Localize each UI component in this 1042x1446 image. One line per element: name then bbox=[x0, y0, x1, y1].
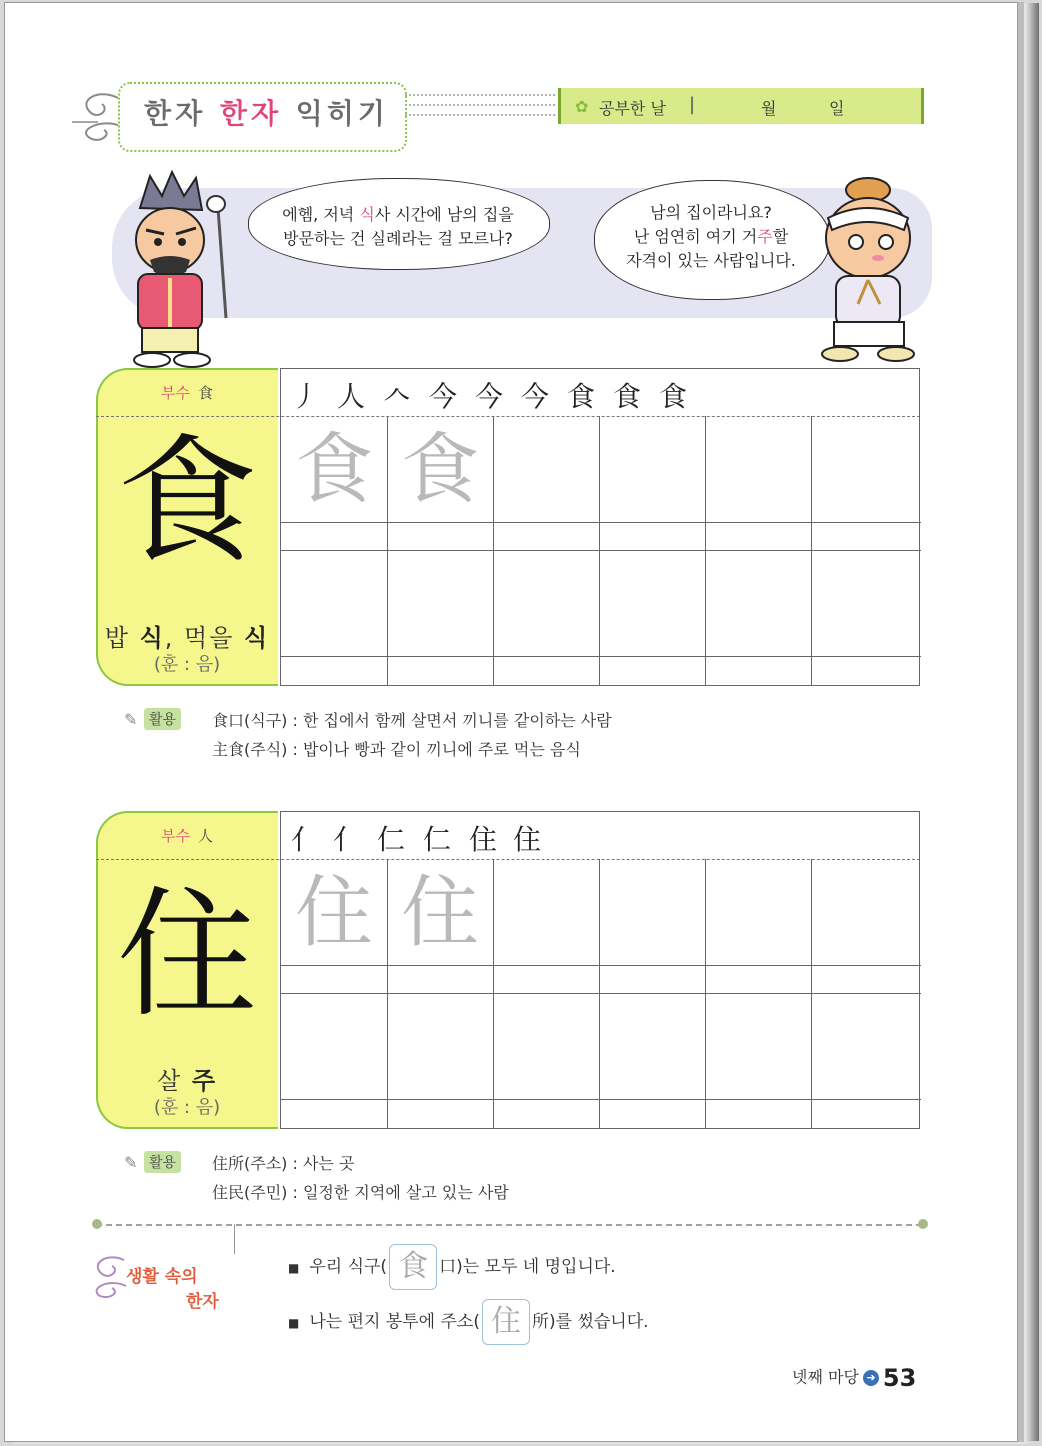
dotted-rule bbox=[405, 94, 555, 96]
radical-label: 부수 人 bbox=[161, 827, 213, 845]
stroke-step: 食 bbox=[613, 380, 642, 413]
usage-example: 食口(식구) : 한 집에서 함께 살면서 끼니를 같이하는 사람 bbox=[212, 711, 612, 730]
char-practice-block bbox=[96, 368, 920, 686]
radical-label: 부수 食 bbox=[161, 384, 213, 402]
dotted-rule bbox=[405, 104, 555, 106]
speech-text-right: 남의 집이라니요? 난 엄연히 여기 거주할 자격이 있는 사람입니다. bbox=[626, 203, 796, 270]
char-meaning: 밥 식, 먹을 식 bbox=[104, 624, 270, 652]
stroke-step: 仁 bbox=[423, 823, 452, 856]
stroke-step: 今 bbox=[521, 380, 550, 413]
example-sentence: ■ 나는 편지 봉투에 주소( 住 所)를 썼습니다. bbox=[288, 1299, 649, 1345]
usage-section bbox=[124, 1151, 724, 1211]
usage-section bbox=[124, 708, 724, 768]
section-separator bbox=[96, 1224, 922, 1226]
writing-grid[interactable] bbox=[280, 859, 920, 1129]
main-character: 食 bbox=[116, 421, 257, 584]
young-man-character-icon bbox=[800, 172, 940, 368]
char-practice-block bbox=[96, 811, 920, 1129]
pencil-icon: ✎ bbox=[124, 710, 138, 729]
vertical-rule bbox=[234, 1224, 235, 1254]
usage-example: 主食(주식) : 밥이나 빵과 같이 끼니에 주로 먹는 음식 bbox=[212, 740, 581, 759]
usage-example: 住所(주소) : 사는 곳 bbox=[212, 1154, 355, 1173]
pencil-icon: ✎ bbox=[124, 1153, 138, 1172]
stroke-order-bar bbox=[280, 811, 920, 859]
nobleman-character-icon bbox=[110, 168, 240, 372]
stroke-step: 人 bbox=[337, 380, 366, 413]
main-character: 住 bbox=[116, 874, 257, 1037]
answer-box[interactable]: 食 bbox=[389, 1244, 437, 1290]
usage-tag: 활용 bbox=[144, 1151, 181, 1173]
hun-eum-label: (훈 : 음) bbox=[153, 654, 221, 675]
page-footer bbox=[792, 1364, 916, 1392]
swirl-ornament-icon bbox=[82, 1250, 132, 1300]
life-section-subtitle: 한자 bbox=[186, 1292, 219, 1312]
stroke-step: 住 bbox=[469, 823, 498, 856]
stroke-step: 今 bbox=[429, 380, 458, 413]
dotted-rule bbox=[405, 114, 555, 116]
stroke-step: 食 bbox=[567, 380, 596, 413]
stroke-step: 𠆢 bbox=[383, 380, 412, 413]
study-date-box bbox=[558, 88, 924, 124]
stroke-step: 丿 bbox=[291, 380, 320, 413]
stroke-step: 仁 bbox=[377, 823, 406, 856]
day-label: 일 bbox=[829, 99, 845, 118]
stroke-step: 亻 bbox=[291, 823, 320, 856]
hun-eum-label: (훈 : 음) bbox=[153, 1097, 221, 1118]
usage-example: 住民(주민) : 일정한 지역에 살고 있는 사람 bbox=[212, 1183, 509, 1202]
section-name: 넷째 마당 bbox=[792, 1367, 859, 1387]
page-number: 53 bbox=[882, 1364, 917, 1392]
bullet-square-icon: ■ bbox=[288, 1316, 300, 1330]
trace-character: 食 bbox=[400, 425, 479, 515]
stroke-step: 今 bbox=[475, 380, 504, 413]
month-label: 월 bbox=[761, 99, 777, 118]
flower-icon: ✿ bbox=[575, 97, 589, 116]
stroke-step: 住 bbox=[513, 823, 542, 856]
trace-character: 住 bbox=[294, 868, 373, 958]
speech-text-left: 에헴, 저녁 식사 시간에 남의 집을 방문하는 건 실례라는 걸 모르나? bbox=[282, 205, 514, 248]
date-separator: | bbox=[689, 94, 696, 115]
writing-grid[interactable] bbox=[280, 416, 920, 686]
answer-box[interactable]: 住 bbox=[482, 1299, 530, 1345]
book-spine bbox=[1025, 3, 1039, 1441]
life-section-title: 생활 속의 bbox=[126, 1267, 198, 1287]
trace-character: 住 bbox=[400, 868, 479, 958]
stroke-step: 食 bbox=[659, 380, 688, 413]
separator-dot bbox=[918, 1219, 928, 1229]
separator-dot bbox=[92, 1219, 102, 1229]
char-meaning: 살 주 bbox=[156, 1067, 217, 1095]
stroke-step: 亻 bbox=[333, 823, 362, 856]
bullet-square-icon: ■ bbox=[288, 1261, 300, 1275]
stroke-order-bar bbox=[280, 368, 920, 416]
arrow-right-icon: ➜ bbox=[863, 1370, 879, 1386]
usage-tag: 활용 bbox=[144, 708, 181, 730]
date-label: 공부한 날 bbox=[599, 99, 666, 118]
example-sentence: ■ 우리 식구( 食 口)는 모두 네 명입니다. bbox=[288, 1244, 616, 1290]
page-title: 한자 한자 익히기 bbox=[144, 97, 389, 130]
trace-character: 食 bbox=[294, 425, 373, 515]
